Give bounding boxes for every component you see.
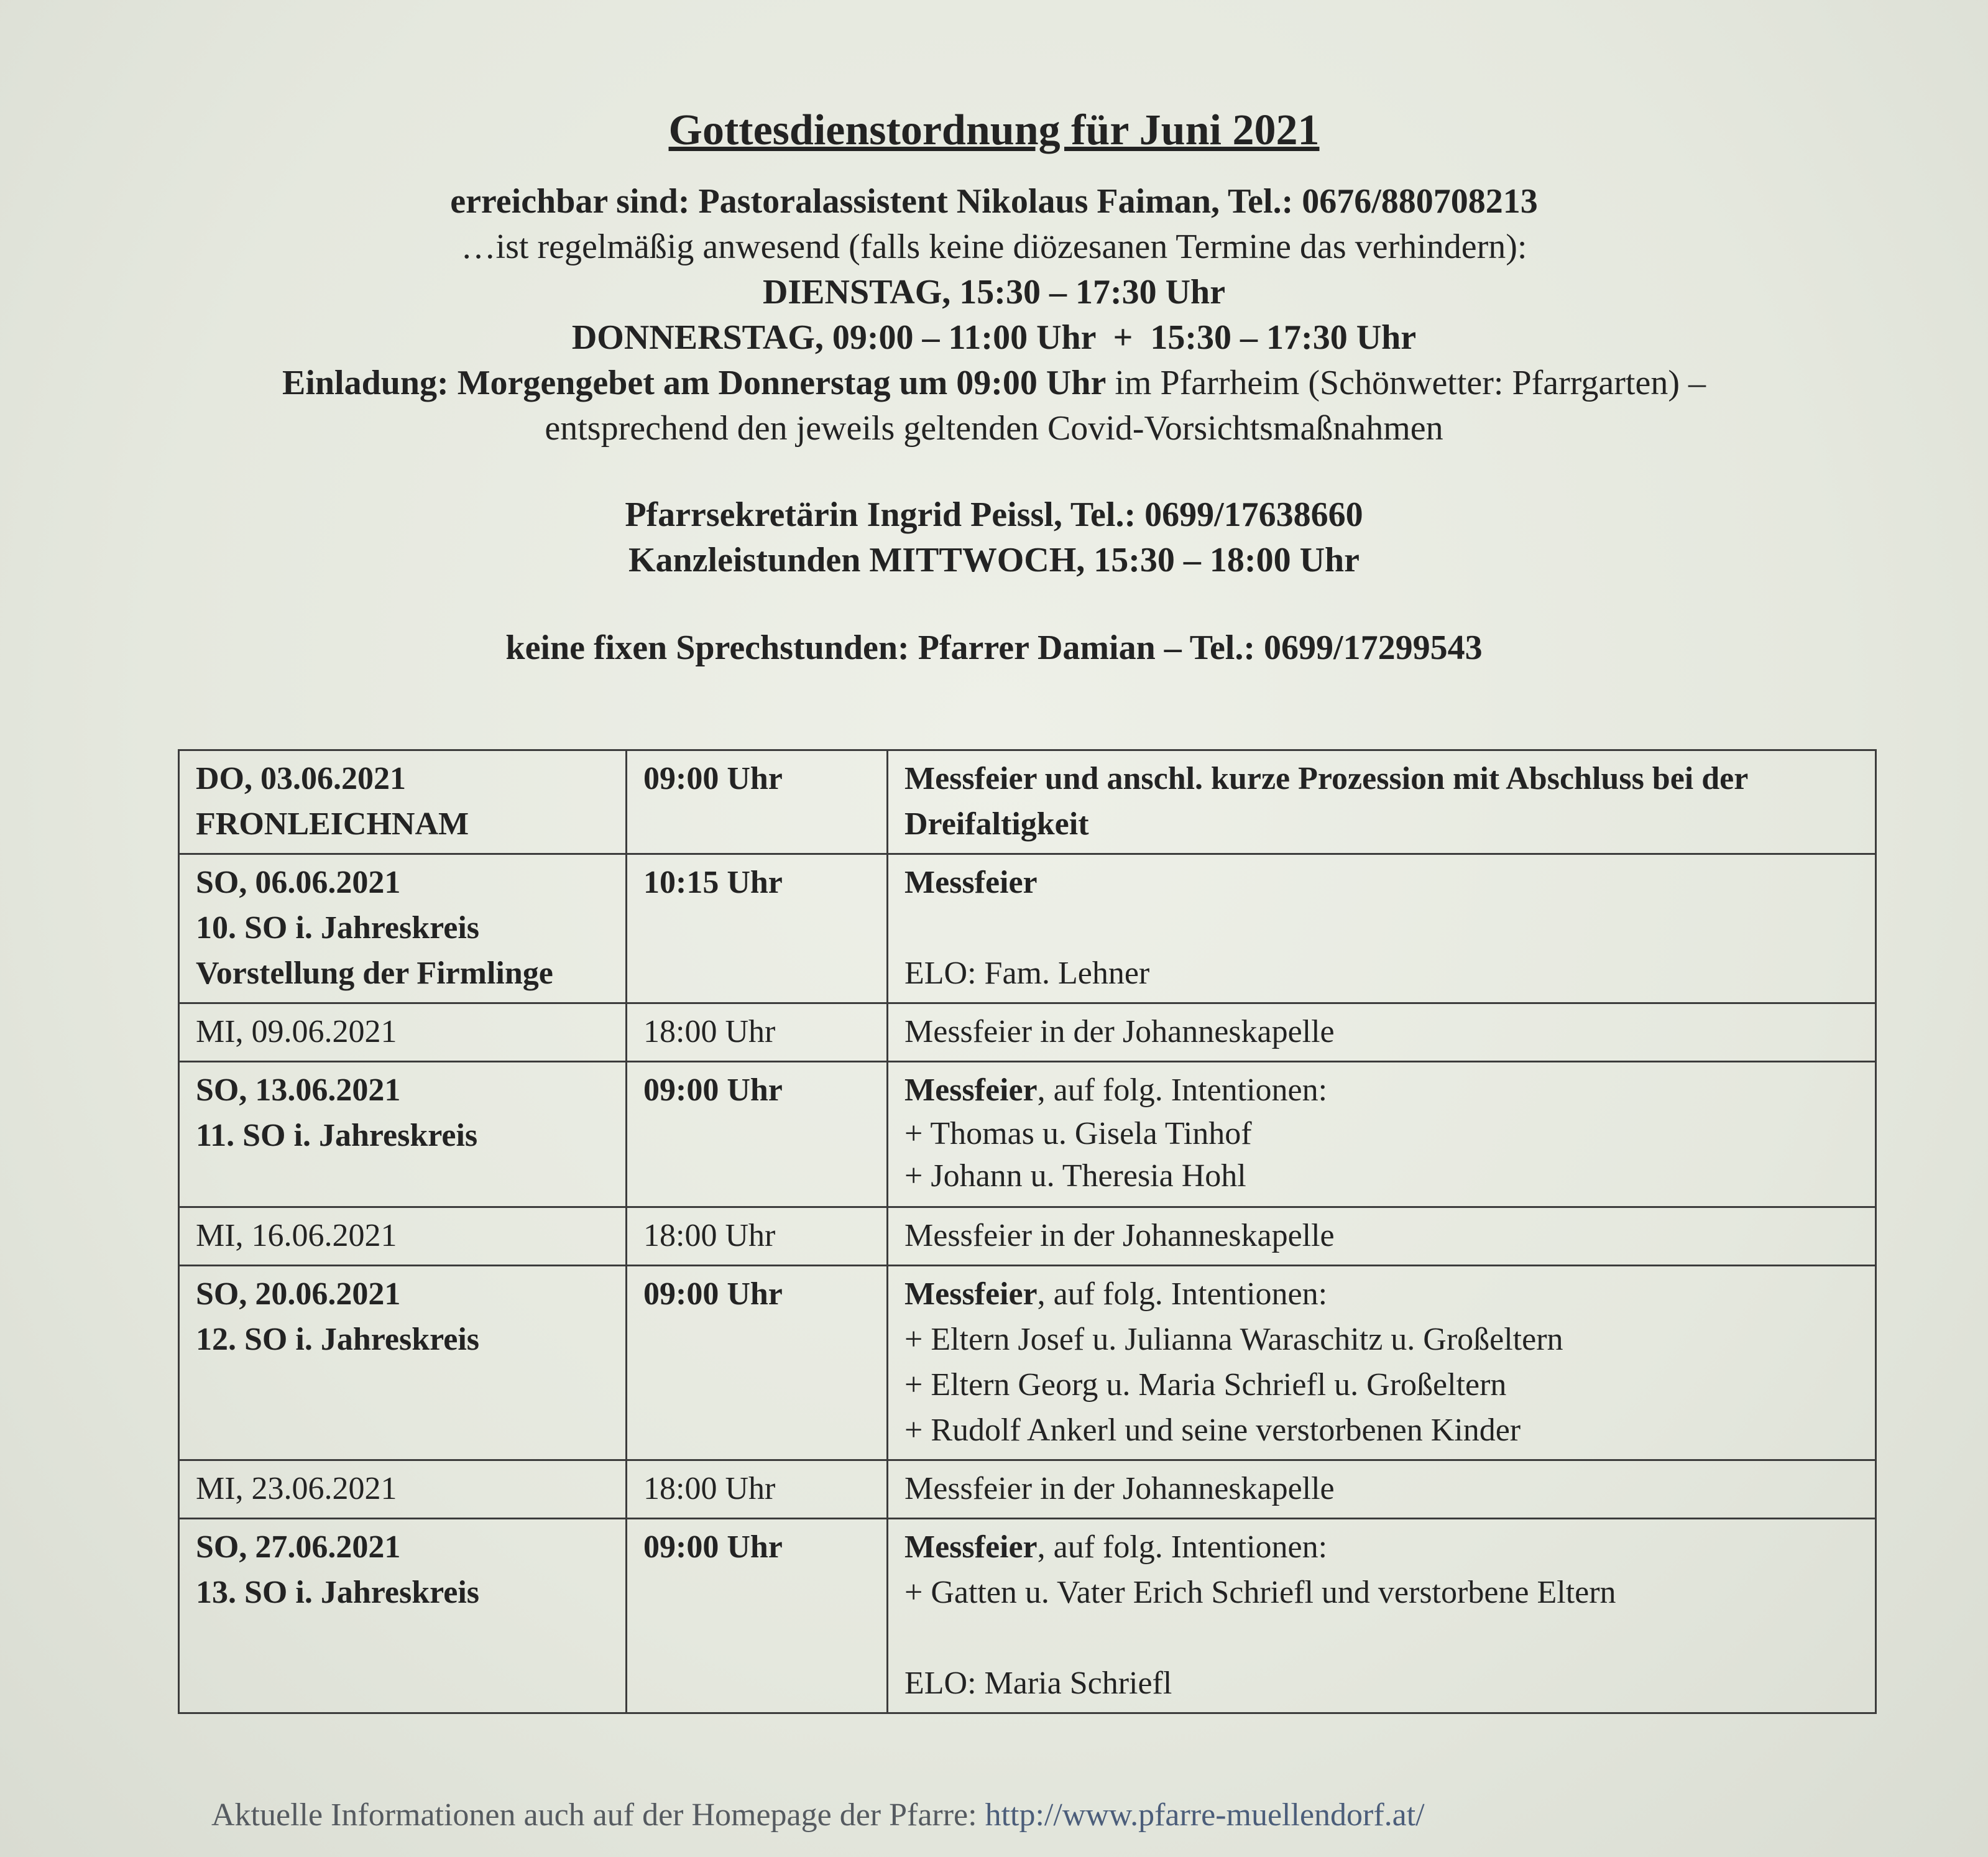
covid-line: entsprechend den jeweils geltenden Covid-Vorsichtsmaßnahmen xyxy=(545,409,1443,448)
event-suffix: , auf folg. Intentionen: xyxy=(1037,1072,1328,1108)
event-cell xyxy=(888,1519,1876,1713)
date: MI, 09.06.2021 xyxy=(196,1014,397,1049)
date-cell xyxy=(179,750,627,854)
table-row xyxy=(179,1062,1876,1207)
event-suffix: , auf folg. Intentionen: xyxy=(1037,1276,1328,1312)
page-title: Gottesdienstordnung für Juni 2021 xyxy=(668,106,1320,154)
time: 18:00 Uhr xyxy=(643,1471,776,1506)
event: Messfeier in der Johanneskapelle xyxy=(904,1218,1335,1253)
event-suffix: , auf folg. Intentionen: xyxy=(1037,1529,1328,1565)
date: SO, 20.06.2021 xyxy=(196,1276,401,1312)
date: SO, 27.06.2021 xyxy=(196,1529,401,1565)
time-cell xyxy=(627,1519,888,1713)
time-cell xyxy=(627,1207,888,1266)
time: 09:00 Uhr xyxy=(643,1529,783,1565)
feast-note: 12. SO i. Jahreskreis xyxy=(196,1322,480,1357)
time-cell xyxy=(627,750,888,854)
date-cell xyxy=(179,1460,627,1519)
date: SO, 13.06.2021 xyxy=(196,1072,401,1108)
time: 18:00 Uhr xyxy=(643,1218,776,1253)
feast-note: 13. SO i. Jahreskreis xyxy=(196,1575,480,1610)
table-row xyxy=(179,1003,1876,1062)
intention: + Eltern Georg u. Maria Schriefl u. Großeltern xyxy=(904,1367,1507,1403)
intention: + Rudolf Ankerl und seine verstorbenen Kinder xyxy=(904,1412,1521,1448)
event: Messfeier xyxy=(904,1072,1038,1108)
date-cell xyxy=(179,1003,627,1062)
elo-note: ELO: Fam. Lehner xyxy=(904,956,1150,991)
office-hours: Kanzleistunden MITTWOCH, 15:30 – 18:00 Uhr xyxy=(628,541,1360,579)
event-line xyxy=(904,1067,1859,1113)
priest-line: keine fixen Sprechstunden: Pfarrer Damian – Tel.: 0699/17299543 xyxy=(505,629,1483,667)
intention: + Thomas u. Gisela Tinhof xyxy=(904,1116,1252,1151)
elo-note: ELO: Maria Schriefl xyxy=(904,1666,1172,1701)
event-cell xyxy=(888,1062,1876,1207)
intention: + Eltern Josef u. Julianna Waraschitz u. Großeltern xyxy=(904,1322,1563,1357)
date-cell xyxy=(179,1062,627,1207)
time: 09:00 Uhr xyxy=(643,1276,783,1312)
time: 10:15 Uhr xyxy=(643,865,783,900)
event: Messfeier xyxy=(904,1276,1038,1312)
intention: + Gatten u. Vater Erich Schriefl und verstorbene Eltern xyxy=(904,1575,1616,1610)
date-cell xyxy=(179,1266,627,1460)
feast-note: 10. SO i. Jahreskreis xyxy=(196,910,480,946)
event-cell xyxy=(888,854,1876,1003)
table-row xyxy=(179,1207,1876,1266)
date: DO, 03.06.2021 xyxy=(196,761,406,796)
event-line xyxy=(904,1271,1859,1317)
homepage-link[interactable]: http://www.pfarre-muellendorf.at/ xyxy=(985,1797,1425,1833)
invitation-rest: im Pfarrheim (Schönwetter: Pfarrgarten) – xyxy=(1106,364,1706,402)
time-cell xyxy=(627,1266,888,1460)
time: 18:00 Uhr xyxy=(643,1014,776,1049)
invitation-bold: Einladung: Morgengebet am Donnerstag um 09:00 Uhr xyxy=(282,364,1107,402)
feast-note: Vorstellung der Firmlinge xyxy=(196,956,553,991)
event-cell xyxy=(888,750,1876,854)
table-row xyxy=(179,1266,1876,1460)
invitation-line xyxy=(0,361,1988,406)
footer xyxy=(211,1797,1425,1833)
time-cell xyxy=(627,854,888,1003)
presence-line: …ist regelmäßig anwesend (falls keine diözesanen Termine das verhindern): xyxy=(461,228,1527,266)
thursday-hours: DONNERSTAG, 09:00 – 11:00 Uhr + 15:30 – 17:30 Uhr xyxy=(571,318,1417,357)
schedule-table xyxy=(178,749,1877,1714)
date: MI, 23.06.2021 xyxy=(196,1471,397,1506)
event: Messfeier in der Johanneskapelle xyxy=(904,1471,1335,1506)
date: MI, 16.06.2021 xyxy=(196,1218,397,1253)
event-line xyxy=(904,1524,1859,1570)
event-cell xyxy=(888,1207,1876,1266)
intention: + Johann u. Theresia Hohl xyxy=(904,1158,1246,1194)
feast-note: FRONLEICHNAM xyxy=(196,806,469,842)
table-row xyxy=(179,1519,1876,1713)
table-row xyxy=(179,854,1876,1003)
date: SO, 06.06.2021 xyxy=(196,865,401,900)
contact-line: erreichbar sind: Pastoralassistent Nikolaus Faiman, Tel.: 0676/880708213 xyxy=(450,182,1538,221)
event: Messfeier und anschl. kurze Prozession mit Abschluss bei der Dreifaltigkeit xyxy=(904,761,1748,842)
date-cell xyxy=(179,854,627,1003)
table-row xyxy=(179,750,1876,854)
event: Messfeier in der Johanneskapelle xyxy=(904,1014,1335,1049)
table-row xyxy=(179,1460,1876,1519)
event: Messfeier xyxy=(904,1529,1038,1565)
time: 09:00 Uhr xyxy=(643,1072,783,1108)
feast-note: 11. SO i. Jahreskreis xyxy=(196,1118,478,1153)
date-cell xyxy=(179,1207,627,1266)
time-cell xyxy=(627,1460,888,1519)
date-cell xyxy=(179,1519,627,1713)
event-cell xyxy=(888,1003,1876,1062)
header-block xyxy=(0,99,1988,671)
footer-text: Aktuelle Informationen auch auf der Homepage der Pfarre: xyxy=(211,1797,985,1833)
event-cell xyxy=(888,1266,1876,1460)
time: 09:00 Uhr xyxy=(643,761,783,796)
time-cell xyxy=(627,1062,888,1207)
secretary-line: Pfarrsekretärin Ingrid Peissl, Tel.: 0699/17638660 xyxy=(625,495,1363,534)
tuesday-hours: DIENSTAG, 15:30 – 17:30 Uhr xyxy=(762,273,1226,311)
event: Messfeier xyxy=(904,865,1038,900)
time-cell xyxy=(627,1003,888,1062)
event-cell xyxy=(888,1460,1876,1519)
